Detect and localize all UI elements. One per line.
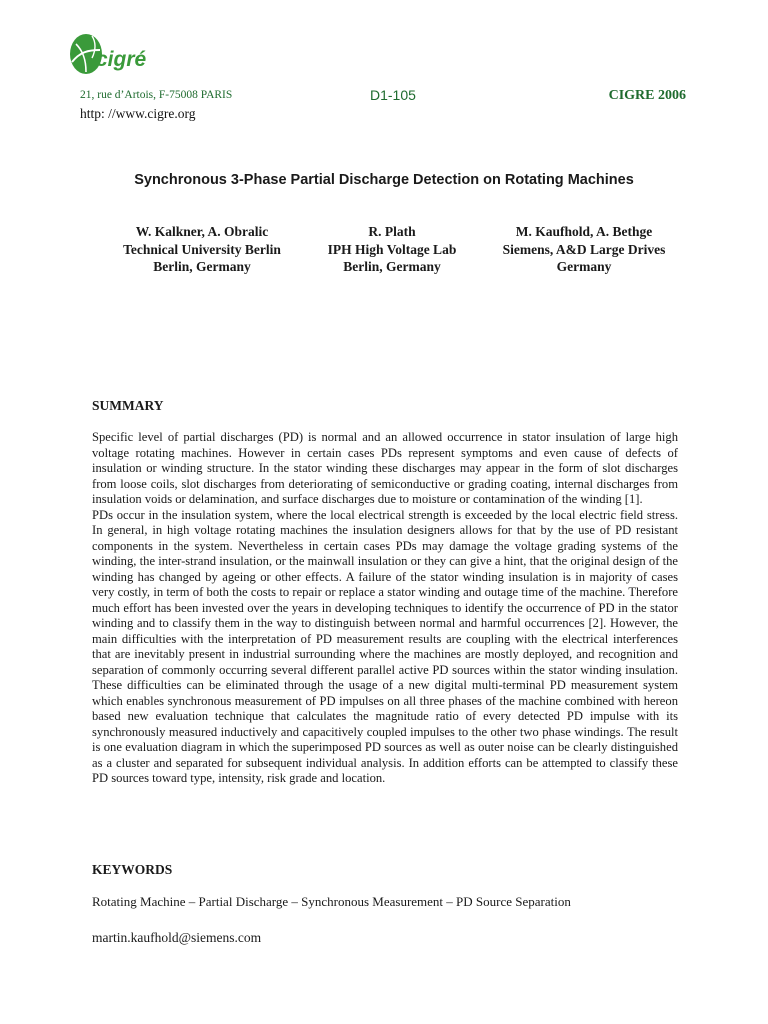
summary-paragraph: PDs occur in the insulation system, where the local electrical strength is exceeded by the local electric field stress. In general, in high voltage rotating machines the insulation designers allows for that by the use of PD resistant components in the system. Nevertheless in certain cases PDs may damage the voltage grading systems of the winding, the inter-strand insulation, or the mainwall insulation or they can give a hint, that the original design of the winding has changed by ageing or other effects. A failure of the stator winding insulation is in majority of cases very costly, in term of both the costs to repair or replace a stator winding and outage time of the machine. Therefore much effort has been invested over the years in developing techniques to identify the occurrence of PD in the stator winding and to classify them in the way to distinguish between normal and harmful occurrences [2]. However, the main difficulties with the interpretation of PD measurement results are coupling with the electrical interferences that are inevitably present in industrial surrounding where the machines are mostly deployed, and recognition and separation of commonly occurring several different parallel active PD sources within the stator winding insulation. These difficulties can be eliminated through the usage of a new digital multi-terminal PD measurement system which enables synchronous measurement of PD impulses on all three phases of the machine combined with hereon based new evaluation technique that calculates the magnitude ratio of every detected PD impulse with its synchronously measured inductively and capacitively coupled impulses to the other two phase windings. The result is one evaluation diagram in which the superimposed PD sources as well as outer noise can be clearly distinguished as a cluster and separated for subsequent individual analysis. In addition efforts can be attempted to classify these PD sources toward type, intensity, risk grade and location. xyxy=(92,507,678,785)
conference-name: CIGRE 2006 xyxy=(608,88,686,103)
author-names: W. Kalkner, A. Obralic xyxy=(135,224,269,239)
header-url[interactable]: http: //www.cigre.org xyxy=(80,106,196,121)
summary-paragraph: Specific level of partial discharges (PD) is normal and an allowed occurrence in stator insulation of large high voltage rotating machines. However in certain cases PDs represent symptoms and even cause of defects of insulation or winding structure. In the stator winding these discharges may appear in the form of slot discharges from loose coils, slot discharges from deteriorating of semiconductive or grading coating, internal discharges from insulation voids or delamination, and surface discharges due to moisture or contamination of the winding [1]. xyxy=(92,430,678,506)
author-group-3 xyxy=(488,223,680,276)
author-group-1 xyxy=(92,223,312,276)
summary-body xyxy=(92,430,678,787)
author-affiliation: Technical University Berlin xyxy=(123,241,281,257)
author-location: Berlin, Germany xyxy=(153,259,251,274)
document-id: D1-105 xyxy=(370,87,416,103)
author-location: Germany xyxy=(556,259,612,274)
author-names: M. Kaufhold, A. Bethge xyxy=(515,224,653,239)
author-affiliation: IPH High Voltage Lab xyxy=(327,241,457,257)
header-address: 21, rue d’Artois, F-75008 PARIS xyxy=(80,89,233,101)
author-location: Berlin, Germany xyxy=(343,259,441,274)
contact-email[interactable]: martin.kaufhold@siemens.com xyxy=(92,930,262,945)
author-names: R. Plath xyxy=(368,224,416,239)
paper-title: Synchronous 3-Phase Partial Discharge Detection on Rotating Machines xyxy=(134,172,634,188)
summary-heading: SUMMARY xyxy=(92,398,164,413)
author-affiliation: Siemens, A&D Large Drives xyxy=(502,241,666,257)
author-group-2 xyxy=(314,223,470,276)
keywords-heading: KEYWORDS xyxy=(92,862,173,877)
keywords-text: Rotating Machine – Partial Discharge – Synchronous Measurement – PD Source Separation xyxy=(92,894,571,909)
cigre-logo-text: cigré xyxy=(96,48,147,71)
author-block xyxy=(92,223,692,283)
cigre-leaf-icon xyxy=(66,28,156,90)
cigre-logo xyxy=(66,28,156,90)
